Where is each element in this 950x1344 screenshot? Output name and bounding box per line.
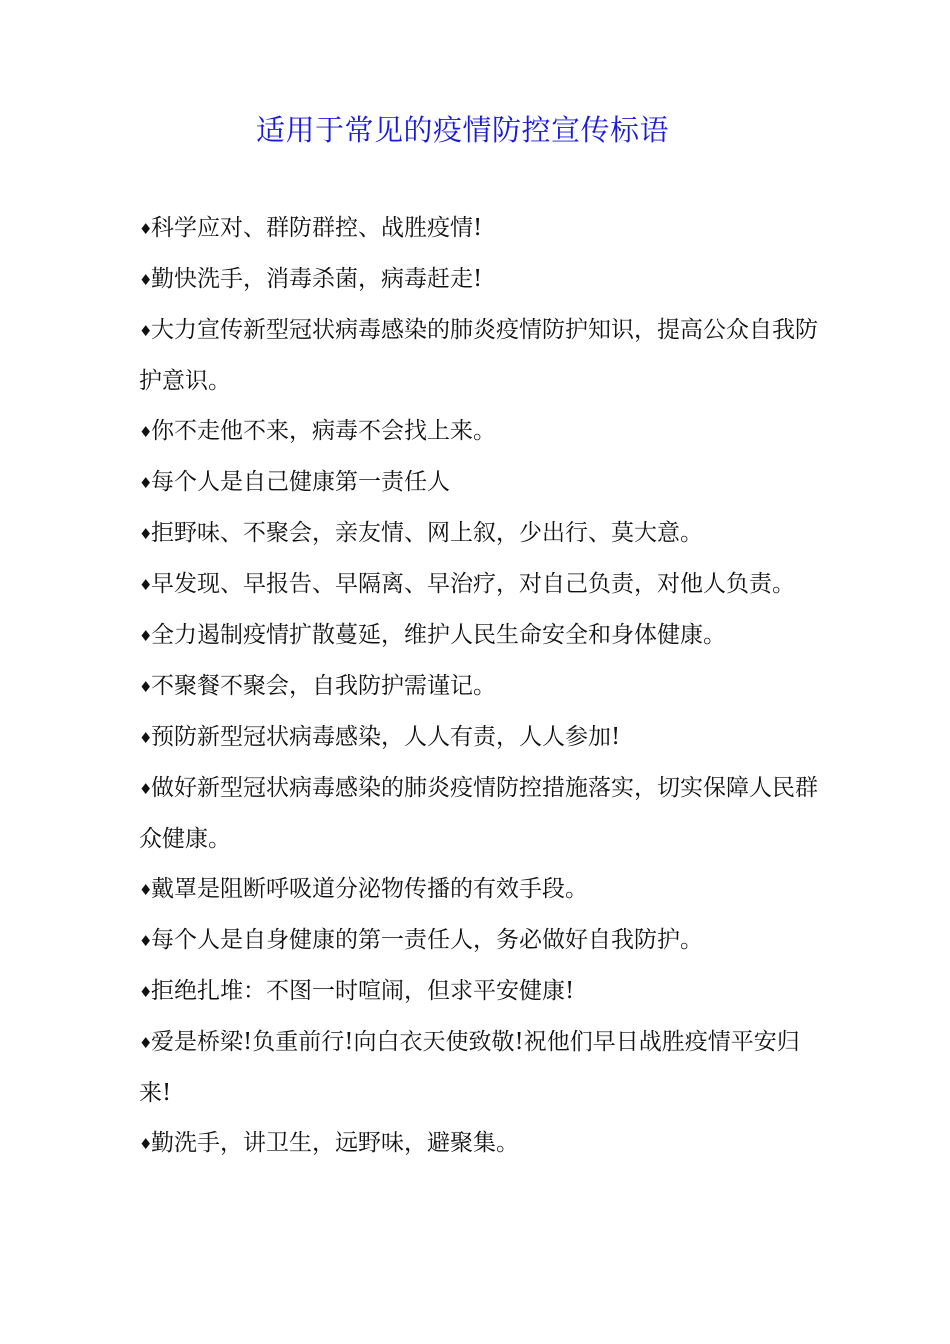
slogan-item xyxy=(139,610,819,661)
document-title: 适用于常见的疫情防控宣传标语 xyxy=(255,113,669,147)
diamond-bullet-icon: ♦ xyxy=(139,627,153,645)
slogan-item xyxy=(139,559,819,610)
diamond-bullet-icon: ♦ xyxy=(139,474,153,492)
slogan-text: 勤快洗手，消毒杀菌，病毒赶走! xyxy=(151,266,483,292)
slogan-text: 戴罩是阻断呼吸道分泌物传播的有效手段。 xyxy=(151,876,588,902)
slogan-list xyxy=(139,203,819,1169)
diamond-bullet-icon: ♦ xyxy=(139,322,153,340)
slogan-text: 全力遏制疫情扩散蔓延，维护人民生命安全和身体健康。 xyxy=(151,622,726,648)
diamond-bullet-icon: ♦ xyxy=(139,983,153,1001)
slogan-text: 大力宣传新型冠状病毒感染的肺炎疫情防护知识，提高公众自我防护意识。 xyxy=(139,317,818,394)
slogan-text: 你不走他不来，病毒不会找上来。 xyxy=(151,418,496,444)
slogan-text: 不聚餐不聚会，自我防护需谨记。 xyxy=(151,673,496,699)
diamond-bullet-icon: ♦ xyxy=(139,576,153,594)
diamond-bullet-icon: ♦ xyxy=(139,271,153,289)
diamond-bullet-icon: ♦ xyxy=(139,220,153,238)
diamond-bullet-icon: ♦ xyxy=(139,932,153,950)
diamond-bullet-icon: ♦ xyxy=(139,423,153,441)
slogan-item xyxy=(139,203,819,254)
slogan-item xyxy=(139,915,819,966)
slogan-text: 预防新型冠状病毒感染，人人有责，人人参加! xyxy=(151,724,621,750)
slogan-item xyxy=(139,457,819,508)
diamond-bullet-icon: ♦ xyxy=(139,1034,153,1052)
slogan-item xyxy=(139,966,819,1017)
slogan-text: 早发现、早报告、早隔离、早治疗，对自己负责，对他人负责。 xyxy=(151,571,795,597)
slogan-item xyxy=(139,406,819,457)
slogan-item xyxy=(139,508,819,559)
slogan-text: 勤洗手，讲卫生，远野味，避聚集。 xyxy=(151,1130,519,1156)
slogan-text: 做好新型冠状病毒感染的肺炎疫情防控措施落实，切实保障人民群众健康。 xyxy=(139,775,818,852)
diamond-bullet-icon: ♦ xyxy=(139,1135,153,1153)
diamond-bullet-icon: ♦ xyxy=(139,881,153,899)
slogan-item xyxy=(139,661,819,712)
slogan-item xyxy=(139,1118,819,1169)
slogan-item xyxy=(139,1017,819,1118)
diamond-bullet-icon: ♦ xyxy=(139,678,153,696)
slogan-item xyxy=(139,712,819,763)
slogan-text: 每个人是自身健康的第一责任人，务必做好自我防护。 xyxy=(151,927,703,953)
diamond-bullet-icon: ♦ xyxy=(139,729,153,747)
slogan-text: 爱是桥梁!负重前行!向白衣天使致敬!祝他们早日战胜疫情平安归来! xyxy=(139,1029,800,1106)
slogan-item xyxy=(139,254,819,305)
slogan-item xyxy=(139,305,819,406)
diamond-bullet-icon: ♦ xyxy=(139,525,153,543)
slogan-text: 科学应对、群防群控、战胜疫情! xyxy=(151,215,483,241)
slogan-item xyxy=(139,763,819,864)
slogan-text: 拒野味、不聚会，亲友情、网上叙，少出行、莫大意。 xyxy=(151,520,703,546)
slogan-text: 拒绝扎堆：不图一时喧闹，但求平安健康! xyxy=(151,978,575,1004)
slogan-item xyxy=(139,864,819,915)
diamond-bullet-icon: ♦ xyxy=(139,780,153,798)
slogan-text: 每个人是自己健康第一责任人 xyxy=(151,469,450,495)
